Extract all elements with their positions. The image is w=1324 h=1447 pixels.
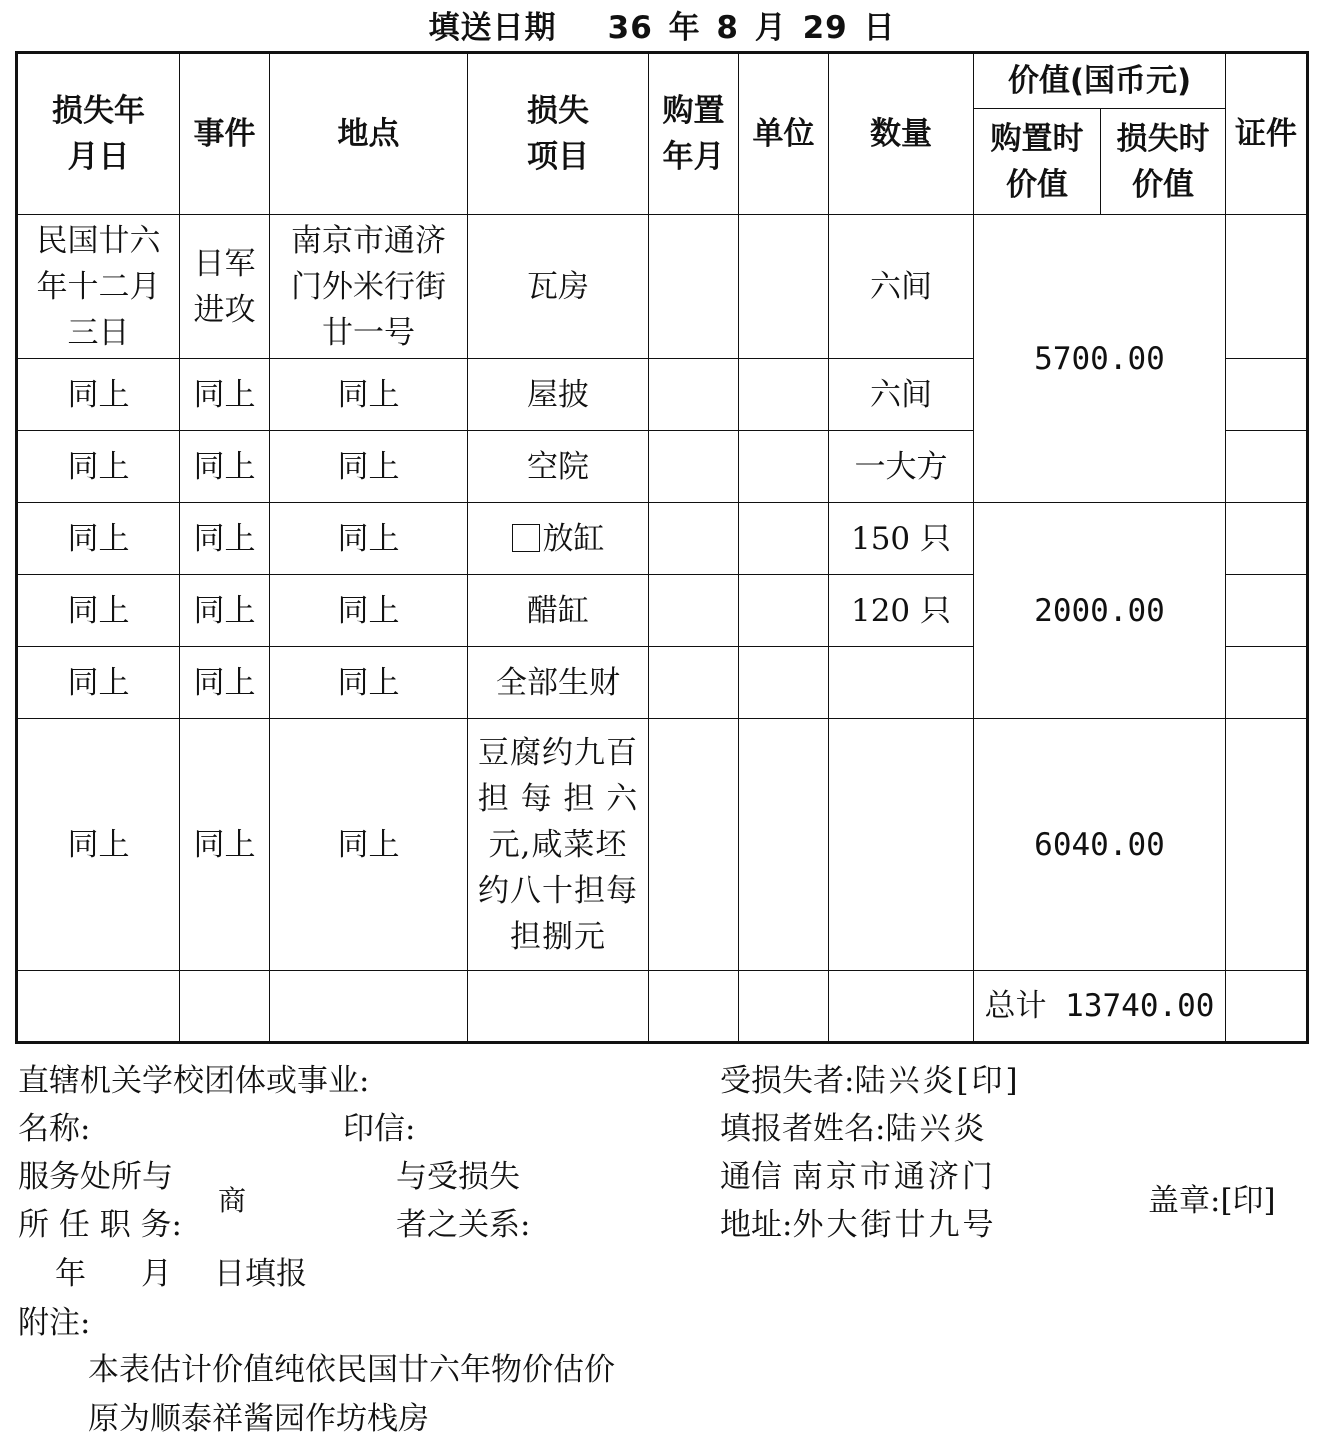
cell-event: 同上 (180, 431, 270, 503)
cell-unit (739, 215, 829, 359)
cell-item: 醋缸 (468, 575, 649, 647)
cell-unit (739, 719, 829, 971)
cell-place: 同上 (270, 647, 468, 719)
cell-place: 南京市通济 门外米行街 廿一号 (270, 215, 468, 359)
victim-label: 受损失者: (720, 1063, 855, 1099)
filed-day-label: 日填报 (214, 1256, 307, 1292)
cell-date: 同上 (17, 431, 180, 503)
col-header-place: 地点 (270, 53, 468, 215)
date-day-unit: 日 (863, 10, 896, 46)
form-date-line (0, 2, 1324, 47)
service-value: 商 (218, 1184, 247, 1217)
cell-unit (739, 431, 829, 503)
cell-event: 同上 (180, 359, 270, 431)
cell-date: 同上 (17, 575, 180, 647)
cell-item: 豆腐约九百 担 每 担 六 元,咸菜坯 约八十担每 担捌元 (468, 719, 649, 971)
cell-purchase-date (649, 503, 739, 575)
col-header-event: 事件 (180, 53, 270, 215)
note-line-2: 原为顺泰祥酱园作坊栈房 (88, 1401, 429, 1437)
cell-proof (1226, 431, 1308, 503)
reporter-field (720, 1111, 987, 1147)
cell-item: 瓦房 (468, 215, 649, 359)
service-label-2: 所 任 职 务: (18, 1207, 183, 1243)
col-header-quantity: 数量 (829, 53, 974, 215)
seal-label: 印信: (343, 1111, 416, 1147)
address-value-2: 外大街廿九号 (792, 1207, 997, 1243)
col-header-purchase-date: 购置 年月 (649, 53, 739, 215)
stamp-field: 盖章:[印] (1148, 1183, 1276, 1219)
victim-value: 陆兴炎[印] (854, 1063, 1021, 1099)
cell-unit (739, 575, 829, 647)
cell-event: 同上 (180, 647, 270, 719)
cell-proof (1226, 359, 1308, 431)
filed-month-label: 月 (141, 1256, 172, 1292)
cell-item: 空院 (468, 431, 649, 503)
table-row (17, 503, 1308, 575)
col-header-value-loss: 损失时 价值 (1101, 109, 1226, 215)
cell-proof (1226, 215, 1308, 359)
cell-place: 同上 (270, 503, 468, 575)
col-header-date: 损失年 月日 (17, 53, 180, 215)
cell-value-group-3: 6040.00 (974, 719, 1226, 971)
table-row (17, 215, 1308, 359)
cell-place: 同上 (270, 359, 468, 431)
cell-proof (1226, 719, 1308, 971)
col-header-unit: 单位 (739, 53, 829, 215)
cell-quantity: 六间 (829, 359, 974, 431)
address-field-2 (720, 1207, 996, 1243)
cell-proof (1226, 647, 1308, 719)
loss-report-table (15, 51, 1309, 1044)
note-line-1: 本表估计价值纯依民国廿六年物价估价 (88, 1352, 615, 1388)
cell-item: 放缸 (468, 503, 649, 575)
cell-date: 同上 (17, 359, 180, 431)
cell-place: 同上 (270, 719, 468, 971)
cell-purchase-date (649, 575, 739, 647)
cell-date: 同上 (17, 647, 180, 719)
cell-place: 同上 (270, 431, 468, 503)
address-field-1 (720, 1159, 996, 1195)
relation-label-2: 者之关系: (396, 1207, 531, 1243)
cell-total: 总计 13740.00 (974, 971, 1226, 1043)
cell-quantity: 六间 (829, 215, 974, 359)
reporter-value: 陆兴炎 (885, 1111, 988, 1147)
col-header-proof: 证件 (1226, 53, 1308, 215)
col-header-item: 损失 项目 (468, 53, 649, 215)
cell-item: 屋披 (468, 359, 649, 431)
cell-value-group-1: 5700.00 (974, 215, 1226, 503)
date-month-unit: 月 (754, 10, 787, 46)
col-header-value-purchase: 购置时 价值 (974, 109, 1101, 215)
cell-quantity: 150 只 (829, 503, 974, 575)
illegible-char-box (512, 524, 540, 552)
cell-date: 民国廿六 年十二月 三日 (17, 215, 180, 359)
cell-quantity: 一大方 (829, 431, 974, 503)
org-label: 直辖机关学校团体或事业: (18, 1063, 370, 1099)
cell-quantity: 120 只 (829, 575, 974, 647)
name-label: 名称: (18, 1111, 91, 1147)
cell-purchase-date (649, 359, 739, 431)
cell-unit (739, 647, 829, 719)
filed-year-label: 年 (55, 1256, 86, 1292)
cell-proof (1226, 503, 1308, 575)
date-day: 29 (802, 10, 848, 46)
cell-quantity (829, 719, 974, 971)
reporter-label: 填报者姓名: (720, 1111, 886, 1147)
cell-purchase-date (649, 719, 739, 971)
col-header-value-group: 价值(国币元) (974, 53, 1226, 109)
filed-date (55, 1256, 307, 1292)
table-row (17, 719, 1308, 971)
date-year: 36 (607, 10, 653, 46)
cell-event: 同上 (180, 575, 270, 647)
cell-proof (1226, 575, 1308, 647)
address-label-1: 通信 (720, 1159, 782, 1195)
note-label: 附注: (18, 1305, 91, 1341)
cell-purchase-date (649, 215, 739, 359)
cell-purchase-date (649, 431, 739, 503)
service-label-1: 服务处所与 (18, 1159, 173, 1195)
cell-unit (739, 503, 829, 575)
cell-event: 同上 (180, 503, 270, 575)
address-value-1: 南京市通济门 (791, 1159, 996, 1195)
victim-field (720, 1063, 1021, 1099)
cell-unit (739, 359, 829, 431)
date-year-unit: 年 (668, 10, 701, 46)
cell-value-group-2: 2000.00 (974, 503, 1226, 719)
cell-place: 同上 (270, 575, 468, 647)
cell-date: 同上 (17, 719, 180, 971)
date-label: 填送日期 (428, 10, 557, 46)
cell-date: 同上 (17, 503, 180, 575)
total-row (17, 971, 1308, 1043)
cell-event: 日军 进攻 (180, 215, 270, 359)
cell-quantity (829, 647, 974, 719)
address-label-2: 地址: (720, 1207, 793, 1243)
cell-event: 同上 (180, 719, 270, 971)
relation-label-1: 与受损失 (396, 1159, 520, 1195)
cell-purchase-date (649, 647, 739, 719)
date-month: 8 (716, 10, 739, 46)
cell-item: 全部生财 (468, 647, 649, 719)
